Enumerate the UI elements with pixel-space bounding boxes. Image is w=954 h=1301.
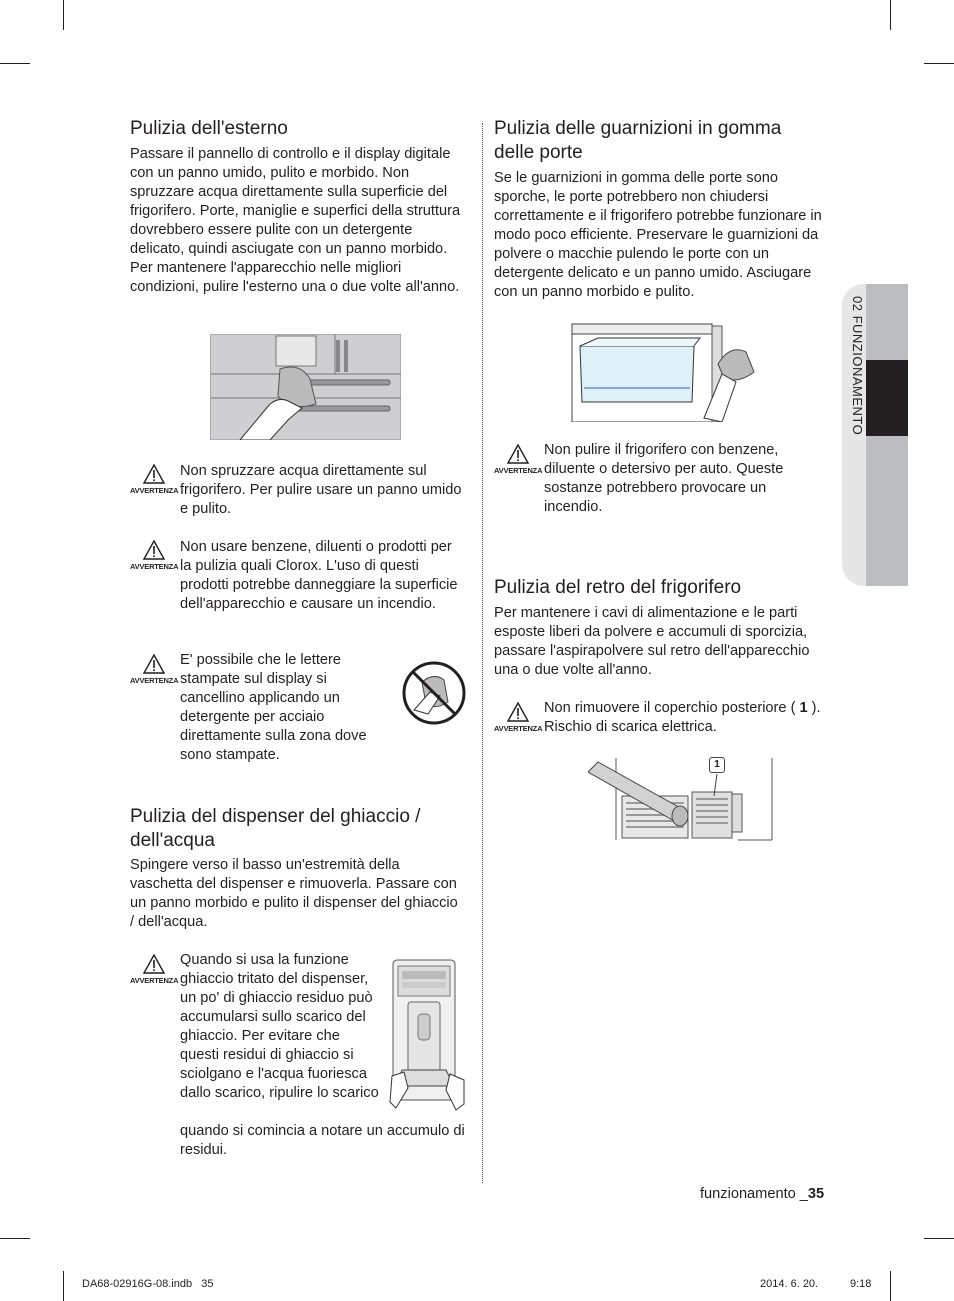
- warning-badge: AVVERTENZA: [130, 464, 182, 498]
- section-body-back: Per mantenere i cavi di alimentazione e le parti esposte liberi da polvere e accumuli di sporcizia, passare l'aspirapolvere sul retro dell'apparecchio una o due volte all'anno.: [494, 605, 810, 678]
- no-spray-icon: [400, 660, 468, 726]
- section-body-gaskets: Se le guarnizioni in gomma delle porte sono sporche, le porte potrebbero non chiudersi correttamente e il frigorifero potrebbe funzionare in modo poco efficiente. Preservare le guarnizioni da polvere o macchie pulendo le porte con un detergente delicato e un panno umido. Asciugare con un panno morbido e pulito.: [494, 170, 822, 300]
- warning-badge: AVVERTENZA: [130, 954, 182, 988]
- crop-mark: [0, 63, 30, 64]
- warning-badge: AVVERTENZA: [130, 540, 182, 574]
- section-body-exterior: Passare il pannello di controllo e il display digitale con un panno umido, pulito e morbido. Non spruzzare acqua direttamente sulla superficie del frigorifero. Porte, maniglie e superfici della struttura dovrebbero essere pulite con un detergente delicato, quindi asciugate con un panno morbido. Per mantenere l'apparecchio nelle migliori condizioni, pulire l'esterno una o due volte all'anno.: [130, 146, 461, 295]
- crop-mark: [890, 1271, 891, 1301]
- gasket-illustration: [568, 318, 758, 422]
- column-divider: [482, 123, 483, 1183]
- warning-text: Non spruzzare acqua direttamente sul frigorifero. Per pulire usare un panno umido e pulito.: [180, 463, 462, 517]
- warning-badge: AVVERTENZA: [130, 654, 182, 688]
- warning-text: E' possibile che le lettere stampate sul display si cancellino applicando un detergente per acciaio direttamente sulla zona dove sono stampate.: [180, 652, 367, 763]
- section-body-dispenser: Spingere verso il basso un'estremità della vaschetta del dispenser e rimuoverla. Passare con un panno morbido e pulito il dispenser del ghiaccio / dell'acqua.: [130, 857, 458, 930]
- section-title-exterior: Pulizia dell'esterno: [130, 118, 288, 139]
- dispenser-illustration: [388, 958, 468, 1118]
- warning-text-continued: quando si comincia a notare un accumulo di residui.: [180, 1123, 465, 1158]
- print-date: 2014. 6. 20.: [760, 1278, 819, 1290]
- crop-mark: [63, 0, 64, 30]
- warning-text: Non pulire il frigorifero con benzene, diluente o detersivo per auto. Queste sostanze potrebbero provocare un incendio.: [544, 442, 784, 515]
- warning-triangle-icon: [143, 654, 165, 674]
- warning-badge: AVVERTENZA: [494, 444, 546, 478]
- page-number: 35: [807, 1186, 825, 1202]
- warning-badge: AVVERTENZA: [494, 702, 546, 736]
- warning-triangle-icon: [507, 702, 529, 722]
- crop-mark: [63, 1271, 64, 1301]
- warning-triangle-icon: [143, 954, 165, 974]
- crop-mark: [924, 1238, 954, 1239]
- section-title-gaskets: Pulizia delle guarnizioni in gomma delle porte: [494, 118, 782, 163]
- print-time: 9:18: [850, 1278, 872, 1290]
- back-cover-illustration: [588, 752, 776, 842]
- side-tab-marker: [866, 360, 908, 436]
- warning-text: Quando si usa la funzione ghiaccio tritato del dispenser, un po' di ghiaccio residuo può accumularsi sullo scarico del ghiaccio. Per evitare che questi residui di ghiaccio si sciolgano e l'acqua fuoriesca dallo scarico, ripulire lo scarico: [180, 952, 379, 1101]
- callout-badge: 1: [709, 757, 725, 773]
- side-tab-label: 02 FUNZIONAMENTO: [850, 296, 865, 436]
- warning-triangle-icon: [143, 540, 165, 560]
- warning-text: Non usare benzene, diluenti o prodotti per la pulizia quali Clorox. L'uso di questi prodotti potrebbe danneggiare la superficie dell'apparecchio e causare un incendio.: [180, 539, 458, 612]
- warning-triangle-icon: [143, 464, 165, 484]
- warning-text: Non rimuovere il coperchio posteriore ( 1 ). Rischio di scarica elettrica.: [544, 700, 821, 735]
- section-title-dispenser: Pulizia del dispenser del ghiaccio / dell'acqua: [130, 806, 421, 851]
- fridge-exterior-illustration: [210, 334, 401, 440]
- crop-mark: [924, 63, 954, 64]
- page-footer: funzionamento _35: [700, 1186, 825, 1202]
- warning-triangle-icon: [507, 444, 529, 464]
- crop-mark: [890, 0, 891, 30]
- file-name: DA68-02916G-08.indb 35: [82, 1278, 214, 1290]
- crop-mark: [0, 1238, 30, 1239]
- section-title-back: Pulizia del retro del frigorifero: [494, 577, 742, 598]
